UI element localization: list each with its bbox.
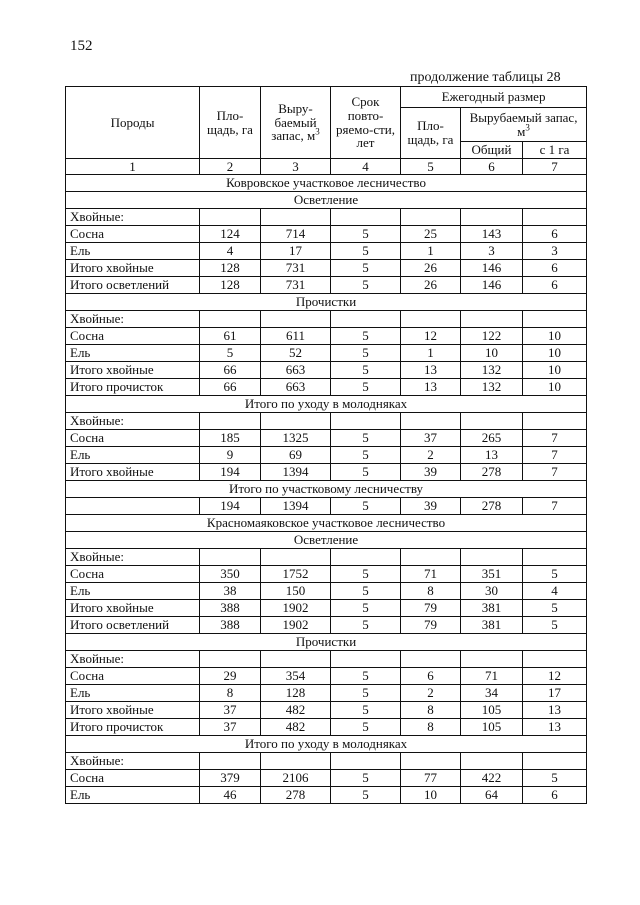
value-cell: 10 xyxy=(523,328,587,345)
value-cell: 37 xyxy=(200,702,261,719)
table-row xyxy=(66,277,587,294)
value-cell: 5 xyxy=(331,328,401,345)
value-cell: 38 xyxy=(200,583,261,600)
header-harvest-stock: Выру-баемый запас, $м^3$ xyxy=(261,87,331,159)
value-cell: 1325 xyxy=(261,430,331,447)
value-cell: 7 xyxy=(523,430,587,447)
value-cell: 30 xyxy=(461,583,523,600)
section-title: Ковровское участковое лесничество xyxy=(66,175,587,192)
species-cell: Сосна xyxy=(66,430,200,447)
value-cell: 39 xyxy=(401,498,461,515)
column-number: 1 xyxy=(66,159,200,175)
group-label: Хвойные: xyxy=(66,549,200,566)
column-number: 3 xyxy=(261,159,331,175)
value-cell: 5 xyxy=(331,600,401,617)
empty-cell xyxy=(331,311,401,328)
group-label: Хвойные: xyxy=(66,651,200,668)
empty-cell xyxy=(261,753,331,770)
value-cell: 1394 xyxy=(261,498,331,515)
value-cell: 17 xyxy=(261,243,331,260)
table-row xyxy=(66,345,587,362)
empty-cell xyxy=(461,311,523,328)
species-cell: Сосна xyxy=(66,668,200,685)
header-area: Пло-щадь, га xyxy=(200,87,261,159)
section-title-row xyxy=(66,396,587,413)
value-cell: 5 xyxy=(331,668,401,685)
column-number: 4 xyxy=(331,159,401,175)
value-cell: 422 xyxy=(461,770,523,787)
empty-cell xyxy=(261,549,331,566)
value-cell: 13 xyxy=(401,379,461,396)
empty-cell xyxy=(523,209,587,226)
value-cell: 61 xyxy=(200,328,261,345)
value-cell: 5 xyxy=(331,379,401,396)
value-cell: 1 xyxy=(401,345,461,362)
value-cell: 7 xyxy=(523,498,587,515)
empty-cell xyxy=(331,413,401,430)
value-cell: 354 xyxy=(261,668,331,685)
value-cell: 150 xyxy=(261,583,331,600)
empty-cell xyxy=(461,413,523,430)
species-cell: Сосна xyxy=(66,226,200,243)
value-cell: 10 xyxy=(523,379,587,396)
table-row xyxy=(66,600,587,617)
value-cell: 9 xyxy=(200,447,261,464)
value-cell: 5 xyxy=(523,566,587,583)
value-cell: 663 xyxy=(261,362,331,379)
column-number: 5 xyxy=(401,159,461,175)
value-cell: 12 xyxy=(401,328,461,345)
value-cell: 10 xyxy=(523,362,587,379)
page-number: 152 xyxy=(70,38,93,54)
value-cell: 8 xyxy=(401,583,461,600)
empty-cell xyxy=(461,549,523,566)
section-title-row xyxy=(66,634,587,651)
value-cell: 482 xyxy=(261,719,331,736)
group-label: Хвойные: xyxy=(66,753,200,770)
value-cell: 5 xyxy=(331,685,401,702)
value-cell: 4 xyxy=(523,583,587,600)
empty-cell xyxy=(401,549,461,566)
value-cell: 6 xyxy=(523,277,587,294)
value-cell: 4 xyxy=(200,243,261,260)
empty-cell xyxy=(261,209,331,226)
section-title-row xyxy=(66,481,587,498)
value-cell: 46 xyxy=(200,787,261,804)
section-title: Осветление xyxy=(66,192,587,209)
group-label-row xyxy=(66,753,587,770)
value-cell: 122 xyxy=(461,328,523,345)
section-title: Прочистки xyxy=(66,294,587,311)
value-cell: 5 xyxy=(523,600,587,617)
value-cell: 128 xyxy=(200,260,261,277)
column-number: 6 xyxy=(461,159,523,175)
value-cell: 1902 xyxy=(261,600,331,617)
species-cell: Итого осветлений xyxy=(66,277,200,294)
empty-cell xyxy=(200,549,261,566)
table-row xyxy=(66,447,587,464)
header-repeat-period: Срок повто-ряемо-сти, лет xyxy=(331,87,401,159)
table-row xyxy=(66,770,587,787)
value-cell: 5 xyxy=(331,260,401,277)
table-row xyxy=(66,430,587,447)
table-row xyxy=(66,719,587,736)
empty-cell xyxy=(200,753,261,770)
empty-cell xyxy=(461,209,523,226)
group-label: Хвойные: xyxy=(66,311,200,328)
value-cell: 663 xyxy=(261,379,331,396)
value-cell: 37 xyxy=(401,430,461,447)
value-cell: 13 xyxy=(523,719,587,736)
value-cell: 71 xyxy=(461,668,523,685)
empty-cell xyxy=(331,651,401,668)
empty-cell xyxy=(200,311,261,328)
value-cell: 143 xyxy=(461,226,523,243)
value-cell: 5 xyxy=(523,770,587,787)
table-row xyxy=(66,685,587,702)
empty-cell xyxy=(523,311,587,328)
value-cell: 2 xyxy=(401,685,461,702)
column-number: 7 xyxy=(523,159,587,175)
species-cell: Сосна xyxy=(66,566,200,583)
section-title: Итого по участковому лесничеству xyxy=(66,481,587,498)
species-cell: Итого прочисток xyxy=(66,379,200,396)
value-cell: 5 xyxy=(331,787,401,804)
value-cell: 66 xyxy=(200,362,261,379)
value-cell: 146 xyxy=(461,277,523,294)
value-cell: 379 xyxy=(200,770,261,787)
species-cell: Итого хвойные xyxy=(66,260,200,277)
value-cell: 185 xyxy=(200,430,261,447)
empty-cell xyxy=(401,753,461,770)
value-cell: 64 xyxy=(461,787,523,804)
value-cell: 39 xyxy=(401,464,461,481)
value-cell: 5 xyxy=(200,345,261,362)
value-cell: 5 xyxy=(331,498,401,515)
value-cell: 1902 xyxy=(261,617,331,634)
value-cell: 731 xyxy=(261,277,331,294)
empty-cell xyxy=(331,549,401,566)
value-cell: 388 xyxy=(200,617,261,634)
header-total: Общий xyxy=(461,142,523,159)
table-continuation-label: продолжение таблицы 28 xyxy=(410,70,561,85)
group-label: Хвойные: xyxy=(66,209,200,226)
empty-cell xyxy=(401,209,461,226)
section-title-row xyxy=(66,175,587,192)
value-cell: 5 xyxy=(331,430,401,447)
species-cell xyxy=(66,498,200,515)
empty-cell xyxy=(200,651,261,668)
empty-cell xyxy=(261,413,331,430)
section-title: Осветление xyxy=(66,532,587,549)
value-cell: 1752 xyxy=(261,566,331,583)
section-title: Итого по уходу в молодняках xyxy=(66,396,587,413)
value-cell: 381 xyxy=(461,617,523,634)
section-title-row xyxy=(66,736,587,753)
table-row xyxy=(66,617,587,634)
empty-cell xyxy=(401,311,461,328)
group-label-row xyxy=(66,549,587,566)
column-numbers-row xyxy=(66,159,587,175)
table-row xyxy=(66,362,587,379)
value-cell: 26 xyxy=(401,277,461,294)
species-cell: Итого хвойные xyxy=(66,600,200,617)
value-cell: 5 xyxy=(331,617,401,634)
value-cell: 17 xyxy=(523,685,587,702)
species-cell: Сосна xyxy=(66,770,200,787)
table-row xyxy=(66,787,587,804)
value-cell: 128 xyxy=(261,685,331,702)
empty-cell xyxy=(331,209,401,226)
value-cell: 10 xyxy=(401,787,461,804)
value-cell: 13 xyxy=(523,702,587,719)
value-cell: 6 xyxy=(523,226,587,243)
species-cell: Итого хвойные xyxy=(66,362,200,379)
group-label-row xyxy=(66,209,587,226)
table-row xyxy=(66,464,587,481)
value-cell: 350 xyxy=(200,566,261,583)
table-row xyxy=(66,243,587,260)
value-cell: 482 xyxy=(261,702,331,719)
value-cell: 278 xyxy=(461,498,523,515)
value-cell: 5 xyxy=(331,770,401,787)
header-annual-size: Ежегодный размер xyxy=(401,87,587,108)
empty-cell xyxy=(461,651,523,668)
column-number: 2 xyxy=(200,159,261,175)
value-cell: 5 xyxy=(331,345,401,362)
empty-cell xyxy=(523,753,587,770)
value-cell: 381 xyxy=(461,600,523,617)
value-cell: 105 xyxy=(461,702,523,719)
value-cell: 25 xyxy=(401,226,461,243)
value-cell: 5 xyxy=(331,464,401,481)
value-cell: 7 xyxy=(523,447,587,464)
header-annual-area: Пло-щадь, га xyxy=(401,108,461,159)
value-cell: 105 xyxy=(461,719,523,736)
table-row xyxy=(66,328,587,345)
table-row xyxy=(66,379,587,396)
value-cell: 278 xyxy=(461,464,523,481)
value-cell: 12 xyxy=(523,668,587,685)
value-cell: 8 xyxy=(200,685,261,702)
species-cell: Итого прочисток xyxy=(66,719,200,736)
group-label: Хвойные: xyxy=(66,413,200,430)
empty-cell xyxy=(523,549,587,566)
section-title-row xyxy=(66,532,587,549)
empty-cell xyxy=(200,413,261,430)
group-label-row xyxy=(66,311,587,328)
value-cell: 8 xyxy=(401,702,461,719)
value-cell: 71 xyxy=(401,566,461,583)
value-cell: 3 xyxy=(461,243,523,260)
value-cell: 1 xyxy=(401,243,461,260)
value-cell: 2106 xyxy=(261,770,331,787)
empty-cell xyxy=(261,311,331,328)
table-body xyxy=(66,175,587,804)
section-title: Красномаяковское участковое лесничество xyxy=(66,515,587,532)
species-cell: Сосна xyxy=(66,328,200,345)
empty-cell xyxy=(401,413,461,430)
table-row xyxy=(66,226,587,243)
value-cell: 6 xyxy=(523,787,587,804)
section-title-row xyxy=(66,515,587,532)
species-cell: Ель xyxy=(66,243,200,260)
value-cell: 714 xyxy=(261,226,331,243)
value-cell: 6 xyxy=(401,668,461,685)
value-cell: 731 xyxy=(261,260,331,277)
value-cell: 52 xyxy=(261,345,331,362)
value-cell: 278 xyxy=(261,787,331,804)
section-title: Итого по уходу в молодняках xyxy=(66,736,587,753)
value-cell: 6 xyxy=(523,260,587,277)
value-cell: 1394 xyxy=(261,464,331,481)
header-annual-stock: Вырубаемый запас, $м^3$ xyxy=(461,108,587,142)
value-cell: 5 xyxy=(331,277,401,294)
value-cell: 5 xyxy=(331,583,401,600)
value-cell: 37 xyxy=(200,719,261,736)
value-cell: 5 xyxy=(331,243,401,260)
value-cell: 79 xyxy=(401,600,461,617)
value-cell: 77 xyxy=(401,770,461,787)
table-row xyxy=(66,668,587,685)
value-cell: 7 xyxy=(523,464,587,481)
value-cell: 13 xyxy=(461,447,523,464)
empty-cell xyxy=(200,209,261,226)
species-cell: Ель xyxy=(66,787,200,804)
species-cell: Ель xyxy=(66,583,200,600)
value-cell: 66 xyxy=(200,379,261,396)
section-title: Прочистки xyxy=(66,634,587,651)
value-cell: 351 xyxy=(461,566,523,583)
value-cell: 388 xyxy=(200,600,261,617)
value-cell: 146 xyxy=(461,260,523,277)
table-row xyxy=(66,583,587,600)
section-title-row xyxy=(66,294,587,311)
species-cell: Ель xyxy=(66,447,200,464)
value-cell: 128 xyxy=(200,277,261,294)
value-cell: 10 xyxy=(461,345,523,362)
table-row xyxy=(66,260,587,277)
value-cell: 132 xyxy=(461,362,523,379)
header-species: Породы xyxy=(66,87,200,159)
species-cell: Итого хвойные xyxy=(66,702,200,719)
value-cell: 124 xyxy=(200,226,261,243)
value-cell: 69 xyxy=(261,447,331,464)
value-cell: 194 xyxy=(200,464,261,481)
species-cell: Ель xyxy=(66,345,200,362)
species-cell: Итого хвойные xyxy=(66,464,200,481)
value-cell: 29 xyxy=(200,668,261,685)
value-cell: 5 xyxy=(331,226,401,243)
value-cell: 194 xyxy=(200,498,261,515)
empty-cell xyxy=(523,413,587,430)
value-cell: 2 xyxy=(401,447,461,464)
group-label-row xyxy=(66,651,587,668)
header-per-ha: с 1 га xyxy=(523,142,587,159)
empty-cell xyxy=(261,651,331,668)
value-cell: 5 xyxy=(331,719,401,736)
species-cell: Ель xyxy=(66,685,200,702)
table-header xyxy=(66,87,587,175)
value-cell: 5 xyxy=(523,617,587,634)
empty-cell xyxy=(523,651,587,668)
value-cell: 265 xyxy=(461,430,523,447)
value-cell: 3 xyxy=(523,243,587,260)
value-cell: 5 xyxy=(331,447,401,464)
table-row xyxy=(66,566,587,583)
species-cell: Итого осветлений xyxy=(66,617,200,634)
empty-cell xyxy=(401,651,461,668)
value-cell: 132 xyxy=(461,379,523,396)
value-cell: 34 xyxy=(461,685,523,702)
value-cell: 13 xyxy=(401,362,461,379)
empty-cell xyxy=(461,753,523,770)
section-title-row xyxy=(66,192,587,209)
value-cell: 5 xyxy=(331,566,401,583)
thinning-table xyxy=(65,86,587,804)
empty-cell xyxy=(331,753,401,770)
group-label-row xyxy=(66,413,587,430)
value-cell: 5 xyxy=(331,702,401,719)
value-cell: 26 xyxy=(401,260,461,277)
table-row xyxy=(66,498,587,515)
table-row xyxy=(66,702,587,719)
value-cell: 611 xyxy=(261,328,331,345)
value-cell: 10 xyxy=(523,345,587,362)
value-cell: 5 xyxy=(331,362,401,379)
value-cell: 79 xyxy=(401,617,461,634)
value-cell: 8 xyxy=(401,719,461,736)
